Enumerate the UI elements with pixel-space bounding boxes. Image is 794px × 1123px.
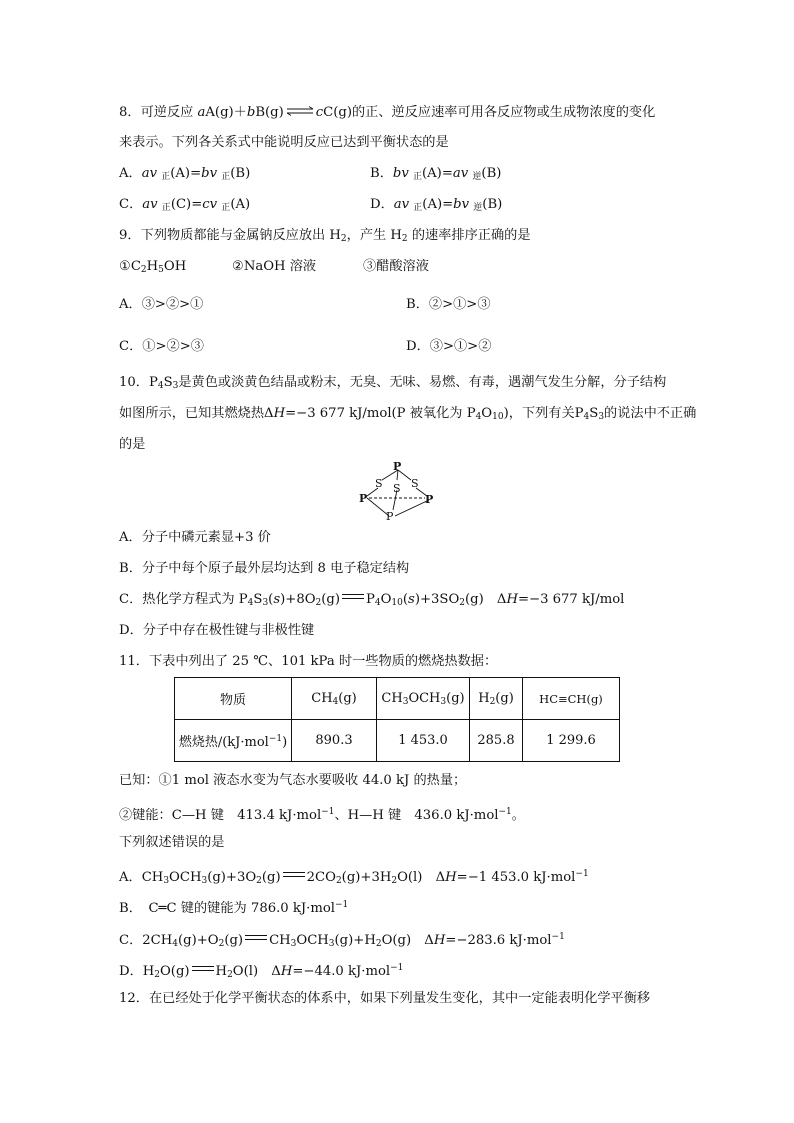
table-header-cell: $CH_4(g)$ <box>292 678 377 720</box>
atom-p-bottom: P <box>386 510 394 522</box>
table-header-cell: $H_2(g)$ <box>470 678 523 720</box>
table-row-label: 燃烧热/(kJ·mol$^{-1}$) <box>175 720 292 762</box>
table-header-cell: HC≡CH(g) <box>523 678 620 720</box>
q9-item-1: $①C_2H_5OH$ <box>119 259 187 275</box>
q11-ask: 下列叙述错误的是 <box>119 835 225 850</box>
q10-option-c[interactable]: C．热化学方程式为 $P_4S_3(s)+8O_2(g)$ $P_4O_{10}(s)+3SO_2(g)$ ΔH=−3 677 kJ/mol <box>119 592 625 608</box>
equals-sign-icon <box>245 933 267 943</box>
q8-option-c[interactable]: C．av $_正$(C)=cv $_正$(A) <box>119 197 251 213</box>
q11-known-2: ②键能：C—H 键 413.4 kJ·mol$^{-1}$、H—H 键 436.0 kJ·mol$^{-1}$。 <box>119 807 525 823</box>
q11-option-c[interactable]: C．$2CH_4(g)+O_2(g)$ $CH_3OCH_3(g)+H_2O(g)$ ΔH=−283.6 kJ·mol$^{-1}$ <box>119 932 565 949</box>
q11-stem: 11．下表中列出了 25 ℃、101 kPa 时一些物质的燃烧热数据： <box>119 654 498 669</box>
q8-line1: 8．可逆反应 aA(g)＋bB(g) cC(g)的正、逆反应速率可用各反应物或生成物浓度的变化 <box>119 105 656 120</box>
q10-option-b[interactable]: B．分子中每个原子最外层均达到 8 电子稳定结构 <box>119 561 410 576</box>
double-bond-label: C═C <box>148 901 177 916</box>
q9-option-b[interactable]: B．②>①>③ <box>406 297 491 312</box>
q9-item-2: ②NaOH 溶液 <box>232 259 317 274</box>
q11-option-b[interactable]: B． C═C 键的键能为 786.0 kJ·mol$^{-1}$ <box>119 900 349 916</box>
q8-option-b[interactable]: B．bv $_正$(A)=av $_逆$(B) <box>370 166 502 182</box>
atom-s-middle: S <box>393 482 401 495</box>
q12-stem: 12．在已经处于化学平衡状态的体系中，如果下列量发生变化，其中一定能表明化学平衡移 <box>119 991 651 1006</box>
equals-sign-icon <box>283 870 305 880</box>
atom-s-right: S <box>411 477 419 490</box>
atom-s-left: S <box>375 477 383 490</box>
q10-line1: 10．$P_4S_3$是黄色或淡黄色结晶或粉末，无臭、无味、易燃、有毒，遇潮气发生分解，分子结构 <box>119 375 667 391</box>
equals-sign-icon <box>192 964 214 974</box>
q10-option-a[interactable]: A．分子中磷元素显+3 价 <box>119 530 271 545</box>
table-row <box>175 720 620 762</box>
q8-option-d[interactable]: D．av $_正$(A)=bv $_逆$(B) <box>370 197 503 213</box>
table-row <box>175 678 620 720</box>
equals-sign-icon <box>342 592 364 602</box>
table-cell: 890.3 <box>292 720 377 762</box>
table-header-cell: $CH_3OCH_3(g)$ <box>377 678 470 720</box>
atom-p-top: P <box>393 460 402 473</box>
q9-stem: 9．下列物质都能与金属钠反应放出 $H_2$，产生 $H_2$ 的速率排序正确的是 <box>119 228 531 244</box>
q11-known-1: 已知：①1 mol 液态水变为气态水要吸收 44.0 kJ 的热量； <box>119 773 467 788</box>
table-header-cell: 物质 <box>175 678 292 720</box>
combustion-heat-table <box>174 677 620 762</box>
table-cell: 1 299.6 <box>523 720 620 762</box>
table-cell: 1 453.0 <box>377 720 470 762</box>
q10-line3: 的是 <box>119 437 146 452</box>
q10-option-d[interactable]: D．分子中存在极性键与非极性键 <box>119 623 315 638</box>
table-cell: 285.8 <box>470 720 523 762</box>
q11-option-a[interactable]: A．$CH_3OCH_3(g)+3O_2(g)$ $2CO_2(g)+3H_2O(l)$ ΔH=−1 453.0 kJ·mol$^{-1}$ <box>119 869 589 886</box>
q9-item-3: ③醋酸溶液 <box>363 259 429 274</box>
q10-line2: 如图所示，已知其燃烧热ΔH=−3 677 kJ/mol(P 被氧化为 $P_4O_{10}$)，下列有关$P_4S_3$的说法中不正确 <box>119 406 697 422</box>
q9-option-a[interactable]: A．③>②>① <box>119 297 204 312</box>
q9-option-d[interactable]: D．③>①>② <box>406 339 492 354</box>
p4s3-structure-diagram <box>355 458 445 522</box>
atom-p-left: P <box>359 492 368 505</box>
reversible-arrow-icon <box>285 106 315 116</box>
q11-option-d[interactable]: D．$H_2O(g)$ $H_2O(l)$ ΔH=−44.0 kJ·mol$^{-1}$ <box>119 963 404 980</box>
q9-option-c[interactable]: C．①>②>③ <box>119 339 204 354</box>
q8-line2: 来表示。下列各关系式中能说明反应已达到平衡状态的是 <box>119 135 449 150</box>
q8-option-a[interactable]: A．av $_正$(A)=bv $_正$(B) <box>119 166 251 182</box>
q8-number: 8． <box>119 105 141 120</box>
atom-p-right: P <box>425 493 434 506</box>
